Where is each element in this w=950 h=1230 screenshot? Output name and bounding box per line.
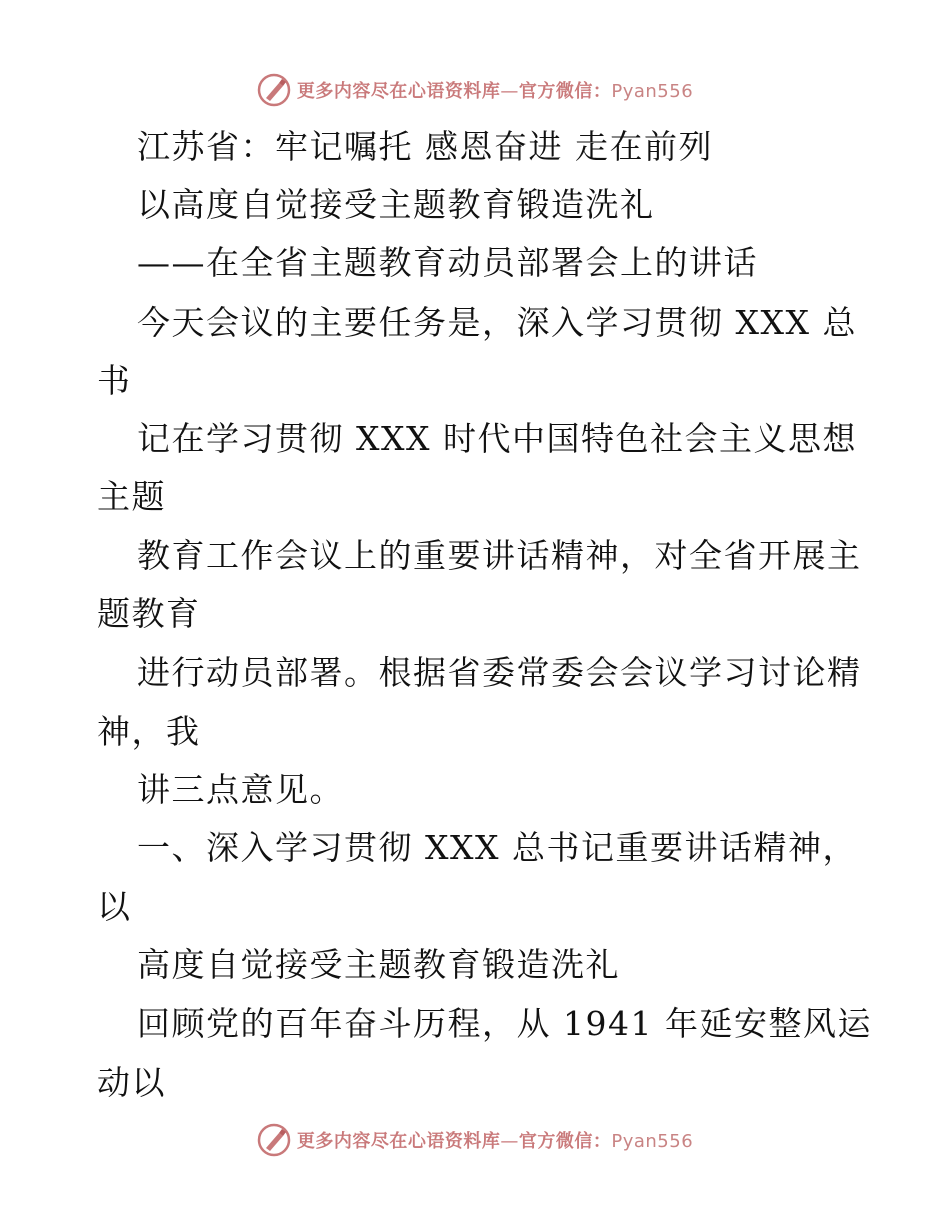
watermark-separator: — — [500, 81, 519, 102]
body-line: 教育工作会议上的重要讲话精神，对全省开展主 — [137, 536, 862, 575]
body-line: 记在学习贯彻 XXX 时代中国特色社会主义思想 — [137, 419, 857, 458]
watermark-separator: — — [500, 1131, 519, 1152]
section-heading-continued: 高度自觉接受主题教育锻造洗礼 — [137, 945, 620, 984]
watermark-wechat-id: Pyan556 — [611, 1131, 694, 1152]
body-line-wrap: 题教育 — [97, 594, 201, 633]
body-line-wrap: 主题 — [97, 477, 166, 516]
body-line-wrap: 动以 — [97, 1063, 166, 1102]
document-title: 江苏省：牢记嘱托 感恩奋进 走在前列 — [137, 127, 713, 166]
watermark-footer — [0, 1120, 950, 1160]
body-line: 回顾党的百年奋斗历程，从 1941 年延安整风运 — [137, 1004, 872, 1043]
watermark-wechat-id: Pyan556 — [611, 81, 694, 102]
watermark-official-label: 官方微信： — [518, 1131, 612, 1152]
watermark-text — [297, 1127, 693, 1153]
body-line: 进行动员部署。根据省委常委会会议学习讨论精 — [137, 653, 862, 692]
body-line-wrap: 神，我 — [97, 712, 201, 751]
body-line: 讲三点意见。 — [137, 770, 344, 809]
watermark-main-text: 更多内容尽在心语资料库 — [296, 1131, 501, 1152]
pen-logo-icon — [257, 73, 291, 107]
section-heading: 一、深入学习贯彻 XXX 总书记重要讲话精神， — [137, 828, 857, 867]
watermark-header — [0, 70, 950, 110]
pen-logo-icon — [257, 1123, 291, 1157]
document-subtitle: 以高度自觉接受主题教育锻造洗礼 — [137, 185, 655, 224]
section-heading-wrap: 以 — [97, 887, 132, 926]
watermark-text — [297, 77, 693, 103]
document-occasion: ——在全省主题教育动员部署会上的讲话 — [137, 243, 758, 282]
watermark-official-label: 官方微信： — [518, 81, 612, 102]
body-line-wrap: 书 — [97, 361, 132, 400]
watermark-main-text: 更多内容尽在心语资料库 — [296, 81, 501, 102]
body-line: 今天会议的主要任务是，深入学习贯彻 XXX 总 — [137, 303, 857, 342]
